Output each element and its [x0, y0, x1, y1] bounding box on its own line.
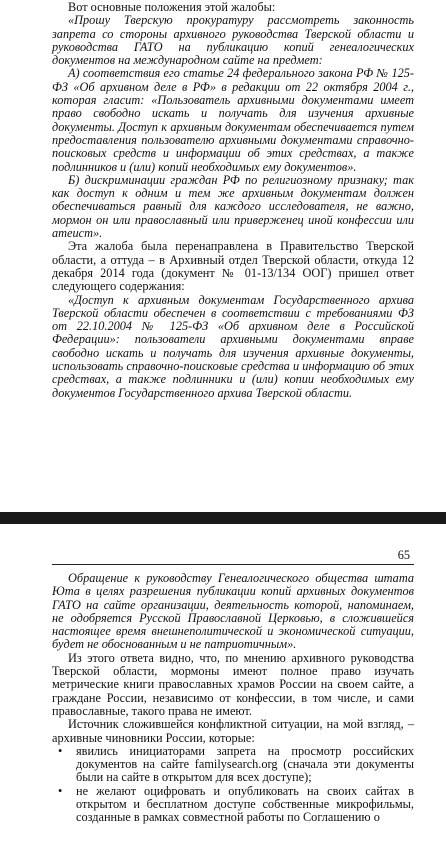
bullet-marker: • [58, 783, 63, 798]
list-item-text: явились инициаторами запрета на просмотр российских документов на сайте familysearch.org (сначала эти документы были на сайте в открытом для всех доступе); [76, 743, 414, 785]
quote-paragraph: Обращение к руководству Генеалогического общества штата Юта в целях разрешения публикации копий архивных документов ГАТО на сайте организации, деятельность которой, напоминаем, не одобряется Русской Православной Церковью, в сложившейся настоящее время внешнеполитической и экономической ситуации, будет не обоснованным и не патриотичным». [52, 571, 414, 652]
lower-page [0, 524, 446, 859]
bullet-marker: • [58, 743, 63, 758]
quote-paragraph: «Прошу Тверскую прокуратуру рассмотреть законность запрета со стороны архивного руководства Тверской области и руководства ГАТО на публикацию копий генеалогических документов на международном сайте на предмет: [52, 13, 414, 68]
paragraph: Источник сложившейся конфликтной ситуации, на мой взгляд, – архивные чиновники России, которые: [52, 717, 414, 745]
quote-paragraph: А) соответствия его статье 24 федерального закона РФ № 125-ФЗ «Об архивном деле в РФ» в редакции от 22 октября 2004 г., которая гласит: «Пользователь архивными документами имеет право свободно искать и получать для изучения архивные документы. Доступ к архивным документам обеспечивается путем предоставления пользователю архивными документами справочно-поисковых средств и информации об этих средствах, а также подлинников и (или) копий необходимых ему документов». [52, 66, 414, 174]
lower-page-text [52, 572, 414, 825]
list-item-text: не желают оцифровать и опубликовать на своих сайтах в открытом и бесплатном доступе собственные микрофильмы, созданные в рамках совместной работы по Соглашению о [76, 783, 414, 825]
bullet-list [52, 745, 414, 825]
paragraph: Из этого ответа видно, что, по мнению архивного руководства Тверской области, мормоны имеют полное право изучать метрические книги православных храмов России на своем сайте, а граждане России, независимо от конфессии, в том числе, и сами православные, такого права не имеют. [52, 650, 414, 718]
list-item [52, 785, 414, 825]
page-separator [0, 512, 446, 524]
paragraph: Эта жалоба была перенаправлена в Правительство Тверской области, а оттуда – в Архивный отдел Тверской области, откуда 12 декабря 2014 года (документ № 01-13/134 ООГ) пришел ответ следующего содержания: [52, 239, 414, 294]
list-item [52, 745, 414, 785]
quote-paragraph: «Доступ к архивным документам Государственного архива Тверской области обеспечен в соответствии с требованиями ФЗ от 22.10.2004 № 125-ФЗ «Об архивном деле в Российской Федерации»: пользователи архивными документами вправе свободно искать и получать для изучения архивные документы, использовать справочно-поисковые средства и информацию об этих средствах, а также подлинники и (или) копии необходимых ему документов Государственного архива Тверской области. [52, 292, 414, 400]
page-number: 65 [397, 548, 410, 562]
header-rule [52, 564, 414, 565]
quote-paragraph: Б) дискриминации граждан РФ по религиозному признаку; так как доступ к одним и тем же архивным документам должен обеспечиваться равный для каждого исследователя, не важно, мормон он или православный или приверженец иной конфессии или атеист». [52, 172, 414, 241]
paragraph: Вот основные положения этой жалобы: [68, 0, 276, 14]
upper-page-text [52, 1, 414, 400]
